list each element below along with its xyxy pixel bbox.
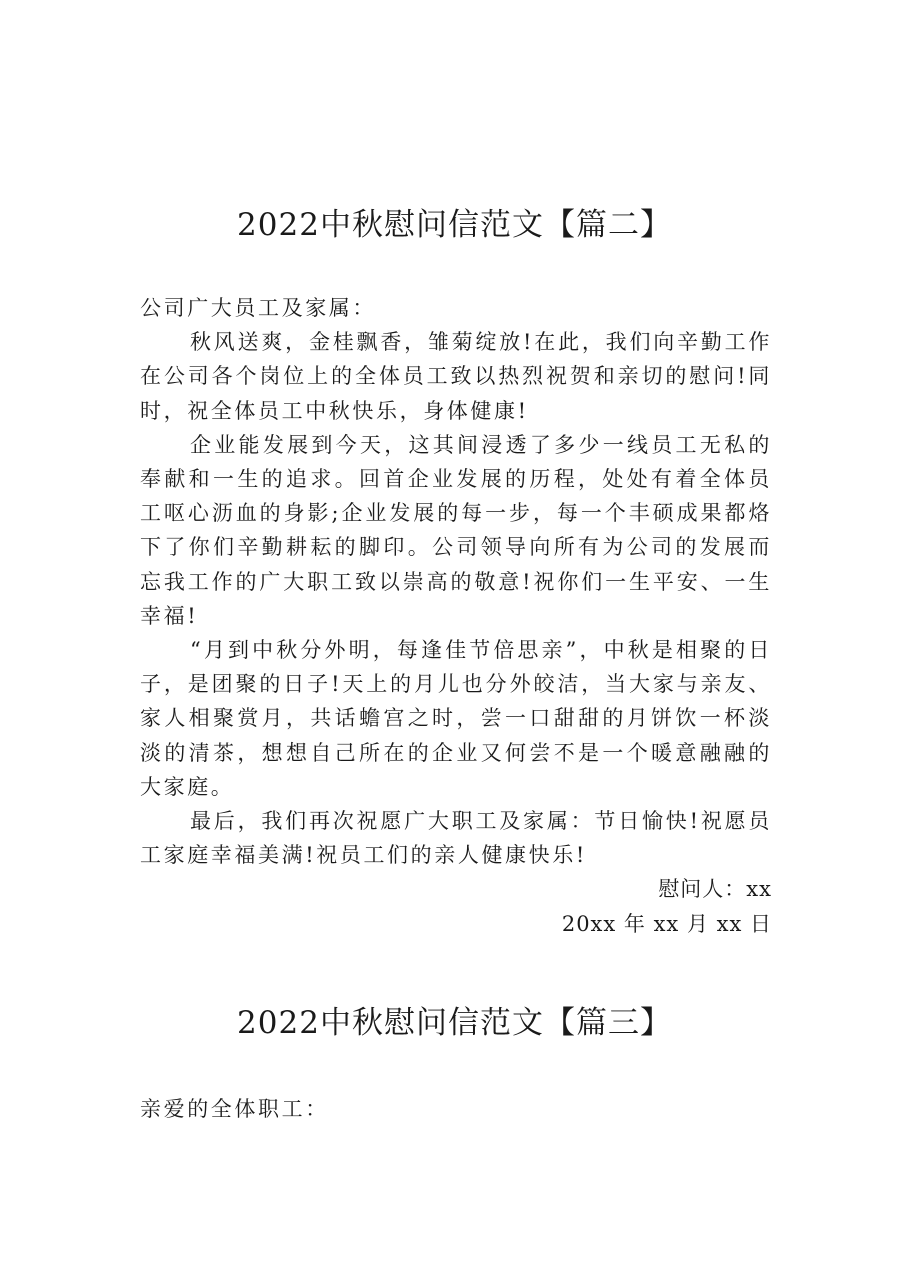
paragraph: “月到中秋分外明，每逢佳节倍思亲”，中秋是相聚的日子，是团聚的日子!天上的月儿也分外皎洁，当大家与亲友、家人相聚赏月，共话蟾宫之时，尝一口甜甜的月饼饮一杯淡淡的清茶，想想自己所在的企业又何尝不是一个暖意融融的大家庭。 [140,638,772,799]
document-title-2: 2022中秋慰问信范文【篇三】 [237,1005,672,1041]
date: 20xx 年 xx 月 xx 日 [561,911,772,936]
salutation: 公司广大员工及家属： [140,296,376,320]
paragraph: 企业能发展到今天，这其间浸透了多少一线员工无私的奉献和一生的追求。回首企业发展的历程，处处有着全体员工呕心沥血的身影;企业发展的每一步，每一个丰硕成果都烙下了你们辛勤耕耘的脚印。公司领导向所有为公司的发展而忘我工作的广大职工致以崇高的敬意!祝你们一生平安、一生幸福! [140,432,772,628]
paragraph: 秋风送爽，金桂飘香，雏菊绽放!在此，我们向辛勤工作在公司各个岗位上的全体员工致以热烈祝贺和亲切的慰问!同时，祝全体员工中秋快乐，身体健康! [140,330,772,423]
signature: 慰问人：xx [658,877,772,902]
document-title-1: 2022中秋慰问信范文【篇二】 [237,207,672,243]
paragraph: 最后，我们再次祝愿广大职工及家属：节日愉快!祝愿员工家庭幸福美满!祝员工们的亲人健康快乐! [140,809,772,868]
letter-body-1 [140,291,772,941]
salutation: 亲爱的全体职工： [140,1097,329,1121]
letter-body-2 [140,1092,772,1126]
